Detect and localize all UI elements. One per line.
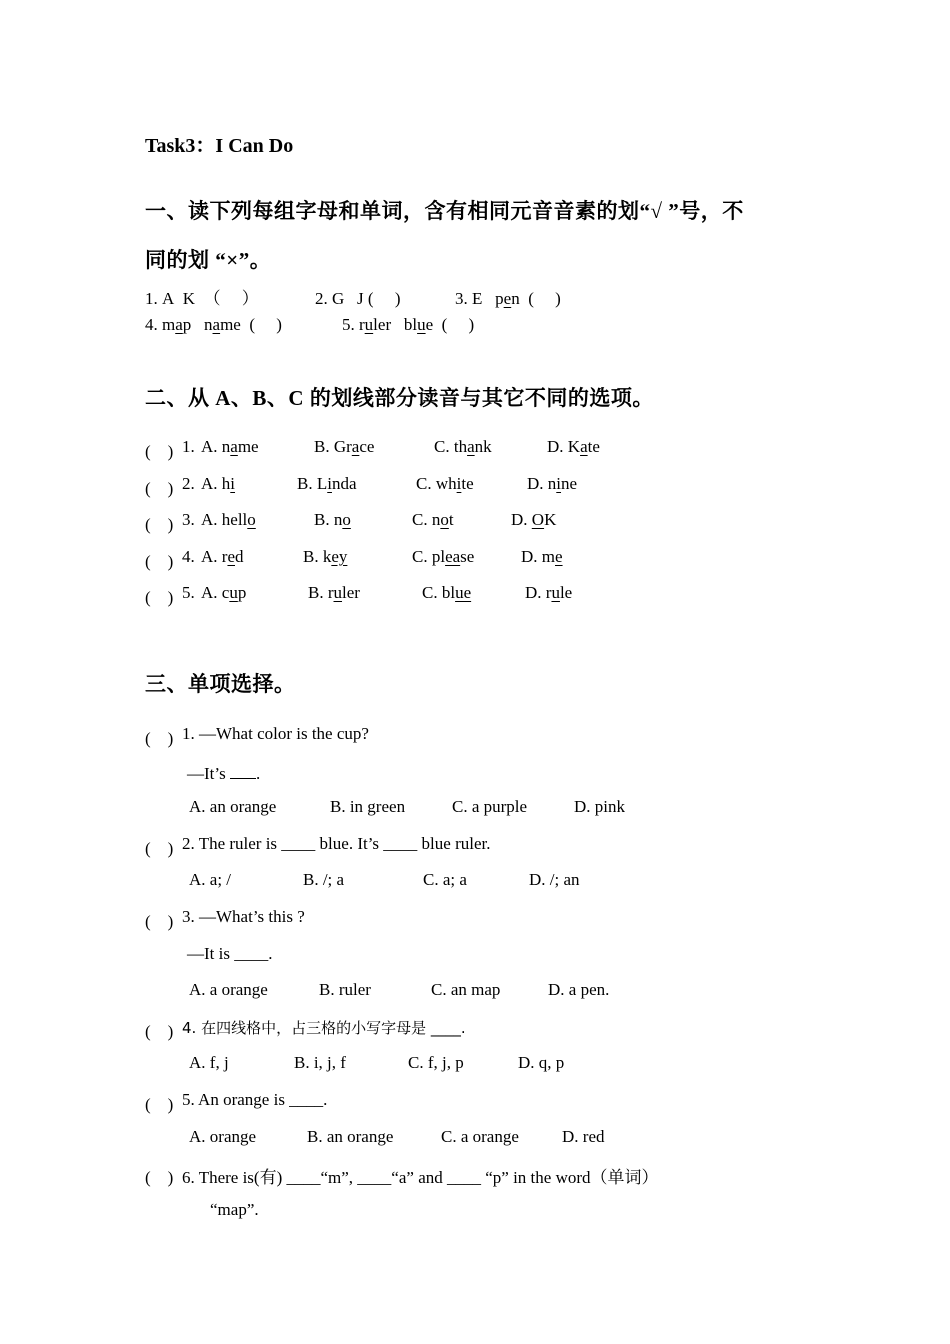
s2-q5-num: 5. — [182, 583, 195, 602]
s3-q2-option-a: A. a; / — [189, 870, 232, 889]
s2-q5-option-b: B. ruler — [308, 583, 360, 602]
s2-q5-paren: ( ) — [145, 588, 174, 607]
s3-q3-answer: —It is ____. — [187, 944, 273, 963]
s3-q1-answer: —It’s . — [187, 761, 260, 784]
s2-q3-option-c: C. not — [412, 510, 454, 529]
s2-q2-option-c: C. white — [416, 474, 474, 493]
s1-item-4 — [145, 310, 282, 335]
s1-item-5 — [342, 310, 474, 335]
s3-q6-text-cont: “map”. — [210, 1200, 259, 1219]
s3-q1-option-b: B. in green — [330, 797, 406, 816]
s3-q4-text: 4. 在四线格中，占三格的小写字母是 ____. — [182, 1019, 466, 1037]
s1-item-num: 2. — [315, 289, 328, 308]
s2-q2-num: 2. — [182, 474, 195, 493]
s3-q4-paren: ( ) — [145, 1022, 174, 1041]
section1-heading-line1: 一、读下列每组字母和单词，含有相同元音音素的划“√ ”号，不 — [145, 199, 744, 223]
s2-q2-option-d: D. nine — [527, 474, 578, 493]
s1-letter: J — [357, 289, 364, 308]
s1-item-num: 4. — [145, 315, 158, 334]
s2-q1-option-c: C. thank — [434, 437, 492, 456]
s3-q4-option-c: C. f, j, p — [408, 1053, 464, 1072]
s1-word: name — [204, 315, 241, 334]
answer-paren: ( ) — [367, 289, 401, 308]
s2-q5-option-d: D. rule — [525, 583, 573, 602]
s2-q3-paren: ( ) — [145, 515, 174, 534]
s1-word: pen — [495, 289, 520, 308]
answer-paren: ( ) — [249, 315, 282, 334]
s1-item-num: 3. — [455, 289, 468, 308]
s1-item-num: 5. — [342, 315, 355, 334]
s2-q4-paren: ( ) — [145, 552, 174, 571]
page-title: Task3：I Can Do — [145, 135, 294, 157]
s3-q5-option-c: C. a orange — [441, 1127, 519, 1146]
s2-q4-option-b: B. key — [303, 547, 348, 566]
s3-q5-paren: ( ) — [145, 1095, 174, 1114]
s3-q5-text: 5. An orange is ____. — [182, 1090, 328, 1109]
s2-q1-option-b: B. Grace — [314, 437, 375, 456]
s1-word: blue — [403, 315, 434, 334]
s3-q2-option-d: D. /; an — [529, 870, 580, 889]
s3-q4-option-a: A. f, j — [189, 1053, 229, 1072]
s3-q2-option-b: B. /; a — [303, 870, 345, 889]
s1-item-num: 1. — [145, 289, 158, 308]
s3-q5-option-a: A. orange — [189, 1127, 257, 1146]
s3-q6-paren: ( ) — [145, 1168, 174, 1187]
s3-q1-paren: ( ) — [145, 729, 174, 748]
s2-q4-option-c: C. please — [412, 547, 475, 566]
answer-paren: ( ) — [441, 315, 475, 334]
s1-item-1 — [145, 284, 259, 309]
s1-letter: A — [162, 289, 175, 308]
s3-q6-text: 6. There is(有) ____“m”, ____“a” and ____ “p” in the word（单词） — [182, 1168, 659, 1187]
s3-q3-option-b: B. ruler — [319, 980, 371, 999]
answer-paren: ( ) — [528, 289, 561, 308]
s1-item-2 — [315, 284, 400, 309]
s3-q3-option-c: C. an map — [431, 980, 501, 999]
s2-q1-paren: ( ) — [145, 442, 174, 461]
s3-q4-option-b: B. i, j, f — [294, 1053, 346, 1072]
s3-q2-paren: ( ) — [145, 839, 174, 858]
s3-q5-option-d: D. red — [562, 1127, 605, 1146]
s3-q1-option-d: D. pink — [574, 797, 625, 816]
answer-paren: （ ） — [203, 289, 259, 308]
s3-q2-option-c: C. a; a — [423, 870, 467, 889]
s3-q3-paren: ( ) — [145, 912, 174, 931]
s2-q3-option-b: B. no — [314, 510, 351, 529]
s3-q3-text: 3. —What’s this ? — [182, 907, 305, 926]
s1-letter: E — [472, 289, 483, 308]
s3-q1-option-a: A. an orange — [189, 797, 277, 816]
s3-q5-option-b: B. an orange — [307, 1127, 394, 1146]
s2-q1-num: 1. — [182, 437, 195, 456]
s1-word: map — [162, 315, 192, 334]
s2-q3-option-a: A. hello — [201, 510, 256, 529]
s2-q1-option-a: A. name — [201, 437, 259, 456]
s1-item-3 — [455, 284, 561, 309]
s1-letter: G — [332, 289, 345, 308]
s3-q3-option-d: D. a pen. — [548, 980, 610, 999]
s3-q3-option-a: A. a orange — [189, 980, 268, 999]
s2-q1-option-d: D. Kate — [547, 437, 600, 456]
s2-q4-option-a: A. red — [201, 547, 244, 566]
s2-q4-num: 4. — [182, 547, 195, 566]
section2-heading: 二、从 A、B、C 的划线部分读音与其它不同的选项。 — [145, 386, 654, 410]
s3-q2-text: 2. The ruler is ____ blue. It’s ____ blue ruler. — [182, 834, 491, 853]
s2-q2-option-a: A. hi — [201, 474, 236, 493]
s3-q4-option-d: D. q, p — [518, 1053, 565, 1072]
s2-q5-option-c: C. blue — [422, 583, 472, 602]
section1-heading-line2: 同的划 “×”。 — [145, 248, 272, 272]
s2-q4-option-d: D. me — [521, 547, 563, 566]
s3-q1-text: 1. —What color is the cup? — [182, 724, 369, 743]
s2-q3-num: 3. — [182, 510, 195, 529]
s3-q1-option-c: C. a purple — [452, 797, 528, 816]
s2-q2-paren: ( ) — [145, 479, 174, 498]
s1-letter: K — [182, 289, 196, 308]
s1-word: ruler — [359, 315, 392, 334]
s2-q5-option-a: A. cup — [201, 583, 247, 602]
answer-blank — [230, 761, 256, 779]
s2-q2-option-b: B. Linda — [297, 474, 357, 493]
section3-heading: 三、单项选择。 — [145, 672, 296, 696]
s2-q3-option-d: D. OK — [511, 510, 557, 529]
